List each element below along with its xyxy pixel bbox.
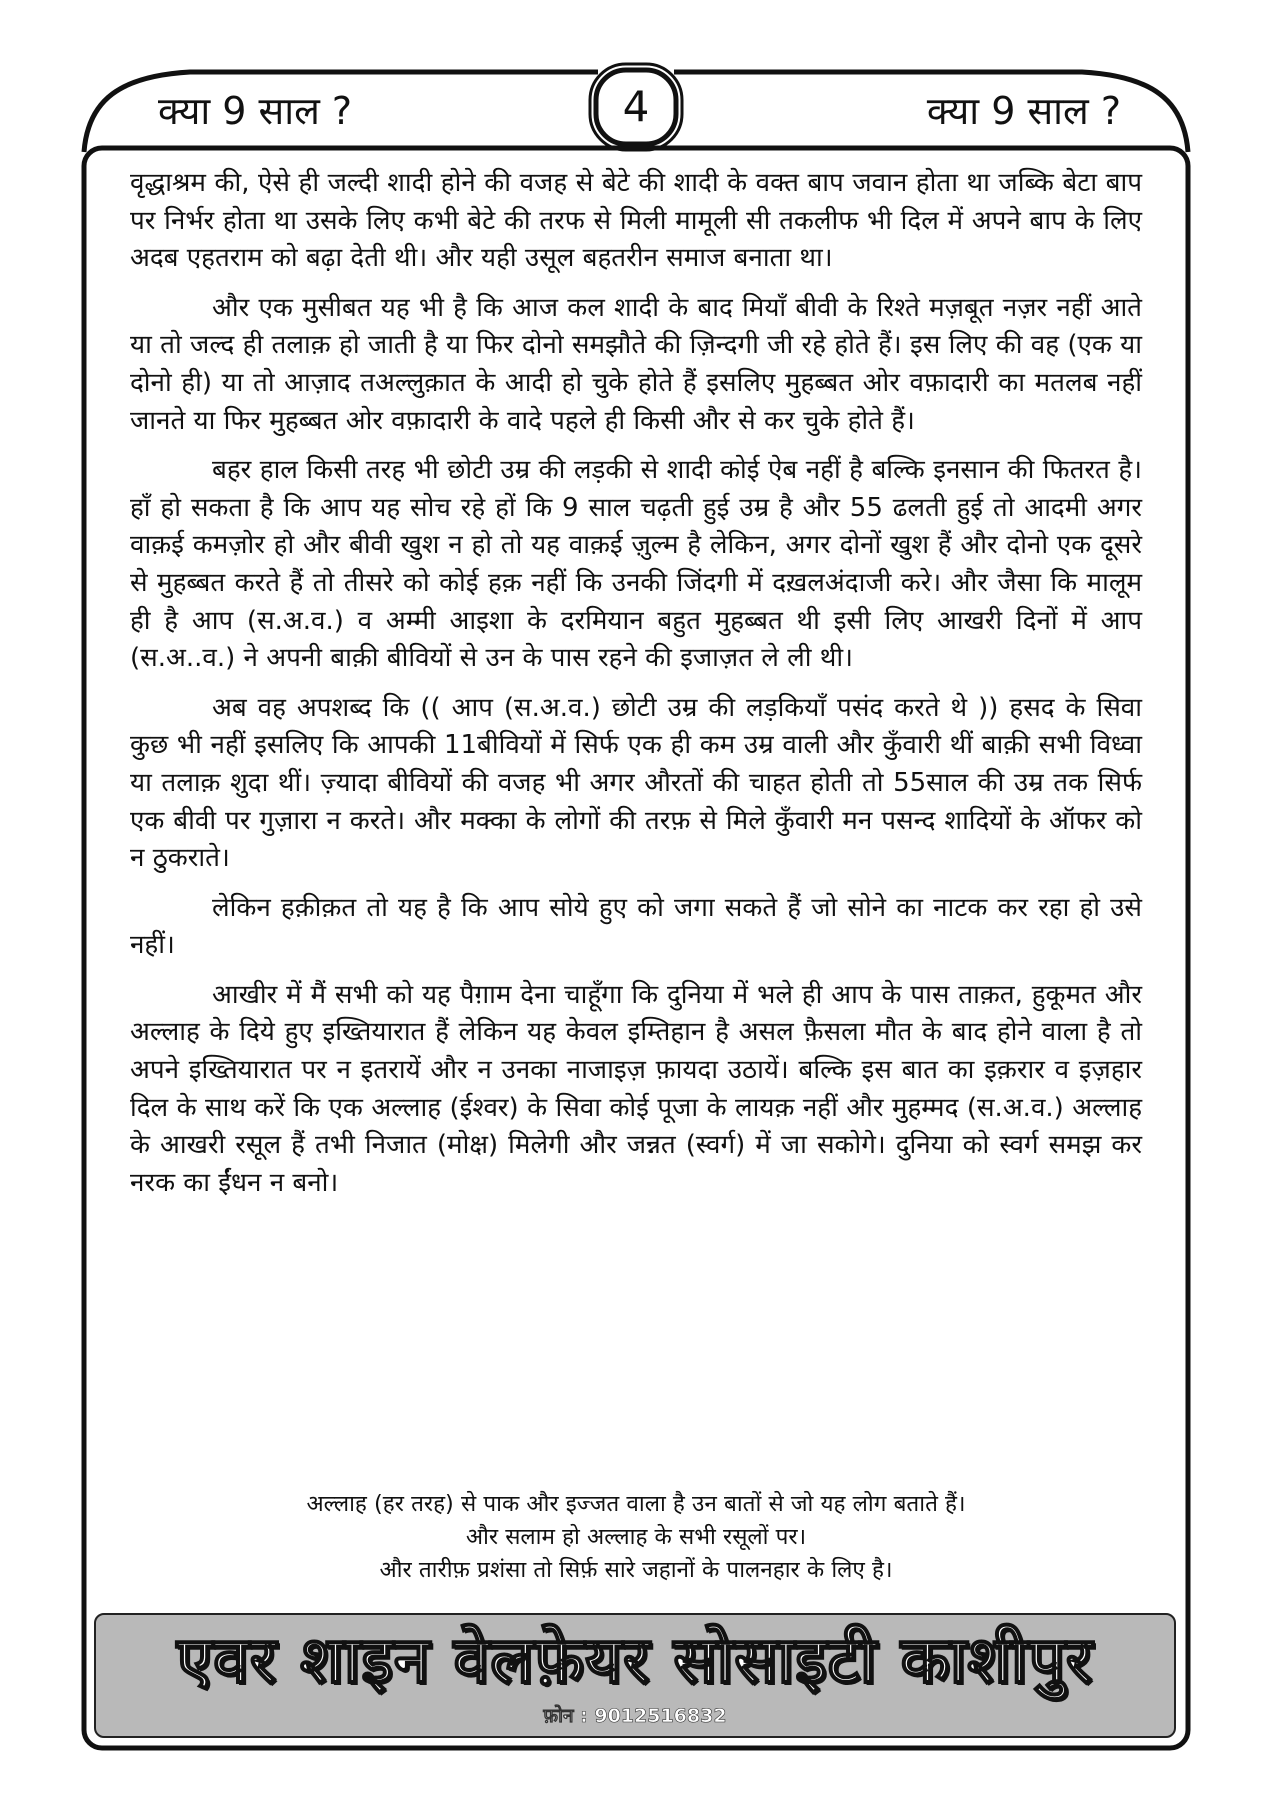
closing-verses bbox=[130, 1488, 1142, 1587]
society-name: एवर शाइन वेलफ़ेयर सोसाइटी काशीपुर bbox=[176, 1623, 1094, 1698]
paragraph: वृद्धाश्रम की, ऐसे ही जल्दी शादी होने की वजह से बेटे की शादी के वक्त बाप जवान होता था जब्कि बेटा बाप पर निर्भर होता था उसके लिए कभी बेटे की तरफ से मिली मामूली सी तकलीफ भी दिल में अपने बाप के लिए अदब एहतराम को बढ़ा देती थी। और यही उसूल बहतरीन समाज बनाता था। bbox=[130, 168, 1142, 274]
closing-line: और सलाम हो अल्लाह के सभी रसूलों पर। bbox=[465, 1524, 807, 1550]
paragraph: अब वह अपशब्द कि (( आप (स.अ.व.) छोटी उम्र की लड़कियाँ पसंद करते थे )) हसद के सिवा कुछ भी नहीं इसलिए कि आपकी 11बीवियों में सिर्फ एक ही कम उम्र वाली और कुँवारी थीं बाक़ी सभी विध्वा या तलाक़ शुदा थीं। ज़्यादा बीवियों की वजह भी अगर औरतों की चाहत होती तो 55साल की उम्र तक सिर्फ एक बीवी पर गुज़ारा न करते। और मक्का के लोगों की तरफ़ से मिले कुँवारी मन पसन्द शादियों के ऑफर को न ठुकराते। bbox=[130, 692, 1142, 874]
closing-line: और तारीफ़ प्रशंसा तो सिर्फ़ सारे जहानों के पालनहार के लिए है। bbox=[379, 1557, 893, 1583]
article-body bbox=[130, 165, 1142, 1214]
page-number: 4 bbox=[622, 82, 650, 131]
header-right-title: क्या 9 साल ? bbox=[926, 89, 1121, 133]
closing-line: अल्लाह (हर तरह) से पाक और इज्जत वाला है उन बातों से जो यह लोग बताते हैं। bbox=[306, 1491, 966, 1517]
paragraph: आखीर में मैं सभी को यह पैग़ाम देना चाहूँगा कि दुनिया में भले ही आप के पास ताक़त, हुकूमत और अल्लाह के दिये हुए इख्तियारात हैं लेकिन यह केवल इम्तिहान है असल फ़ैसला मौत के बाद होने वाला है तो अपने इख्तियारात पर न इतरायें और न उनका नाजाइज़ फ़ायदा उठायें। बल्कि इस बात का इक़रार व इज़हार दिल के साथ करें कि एक अल्लाह (ईश्वर) के सिवा कोई पूजा के लायक़ नहीं और मुहम्मद (स.अ.व.) अल्लाह के आखरी रसूल हैं तभी निजात (मोक्ष) मिलेगी और जन्नत (स्वर्ग) में जा सकोगे। दुनिया को स्वर्ग समझ कर नरक का ईंधन न बनो। bbox=[130, 979, 1142, 1198]
paragraph: बहर हाल किसी तरह भी छोटी उम्र की लड़की से शादी कोई ऐब नहीं है बल्कि इनसान की फितरत है। हाँ हो सकता है कि आप यह सोच रहे हों कि 9 साल चढ़ती हुई उम्र है और 55 ढलती हुई तो आदमी अगर वाक़ई कमज़ोर हो और बीवी खुश न हो तो यह वाक़ई ज़ुल्म है लेकिन, अगर दोनों खुश हैं और दोनो एक दूसरे से मुहब्बत करते हैं तो तीसरे को कोई हक़ नहीं कि उनकी जिंदगी में दख़लअंदाजी करे। और जैसा कि मालूम ही है आप (स.अ.व.) व अम्मी आइशा के दरमियान बहुत मुहब्बत थी इसी लिए आखरी दिनों में आप (स.अ..व.) ने अपनी बाक़ी बीवियों से उन के पास रहने की इजाज़त ले ली थी। bbox=[130, 455, 1142, 674]
header-left-title: क्या 9 साल ? bbox=[158, 89, 353, 133]
society-banner bbox=[94, 1613, 1176, 1738]
paragraph: और एक मुसीबत यह भी है कि आज कल शादी के बाद मियाँ बीवी के रिश्ते मज़बूत नज़र नहीं आते या तो जल्द ही तलाक़ हो जाती है या फिर दोनो समझौते की ज़िन्दगी जी रहे होते हैं। इस लिए की वह (एक या दोनो ही) या तो आज़ाद तअल्लुक़ात के आदी हो चुके होते हैं इसलिए मुहब्बत ओर वफ़ादारी का मतलब नहीं जानते या फिर मुहब्बत ओर वफ़ादारी के वादे पहले ही किसी और से कर चुके होते हैं। bbox=[130, 292, 1142, 436]
phone-number: फ़ोन : 9012516832 bbox=[543, 1705, 727, 1727]
paragraph: लेकिन हक़ीक़त तो यह है कि आप सोये हुए को जगा सकते हैं जो सोने का नाटक कर रहा हो उसे नहीं। bbox=[130, 892, 1142, 961]
